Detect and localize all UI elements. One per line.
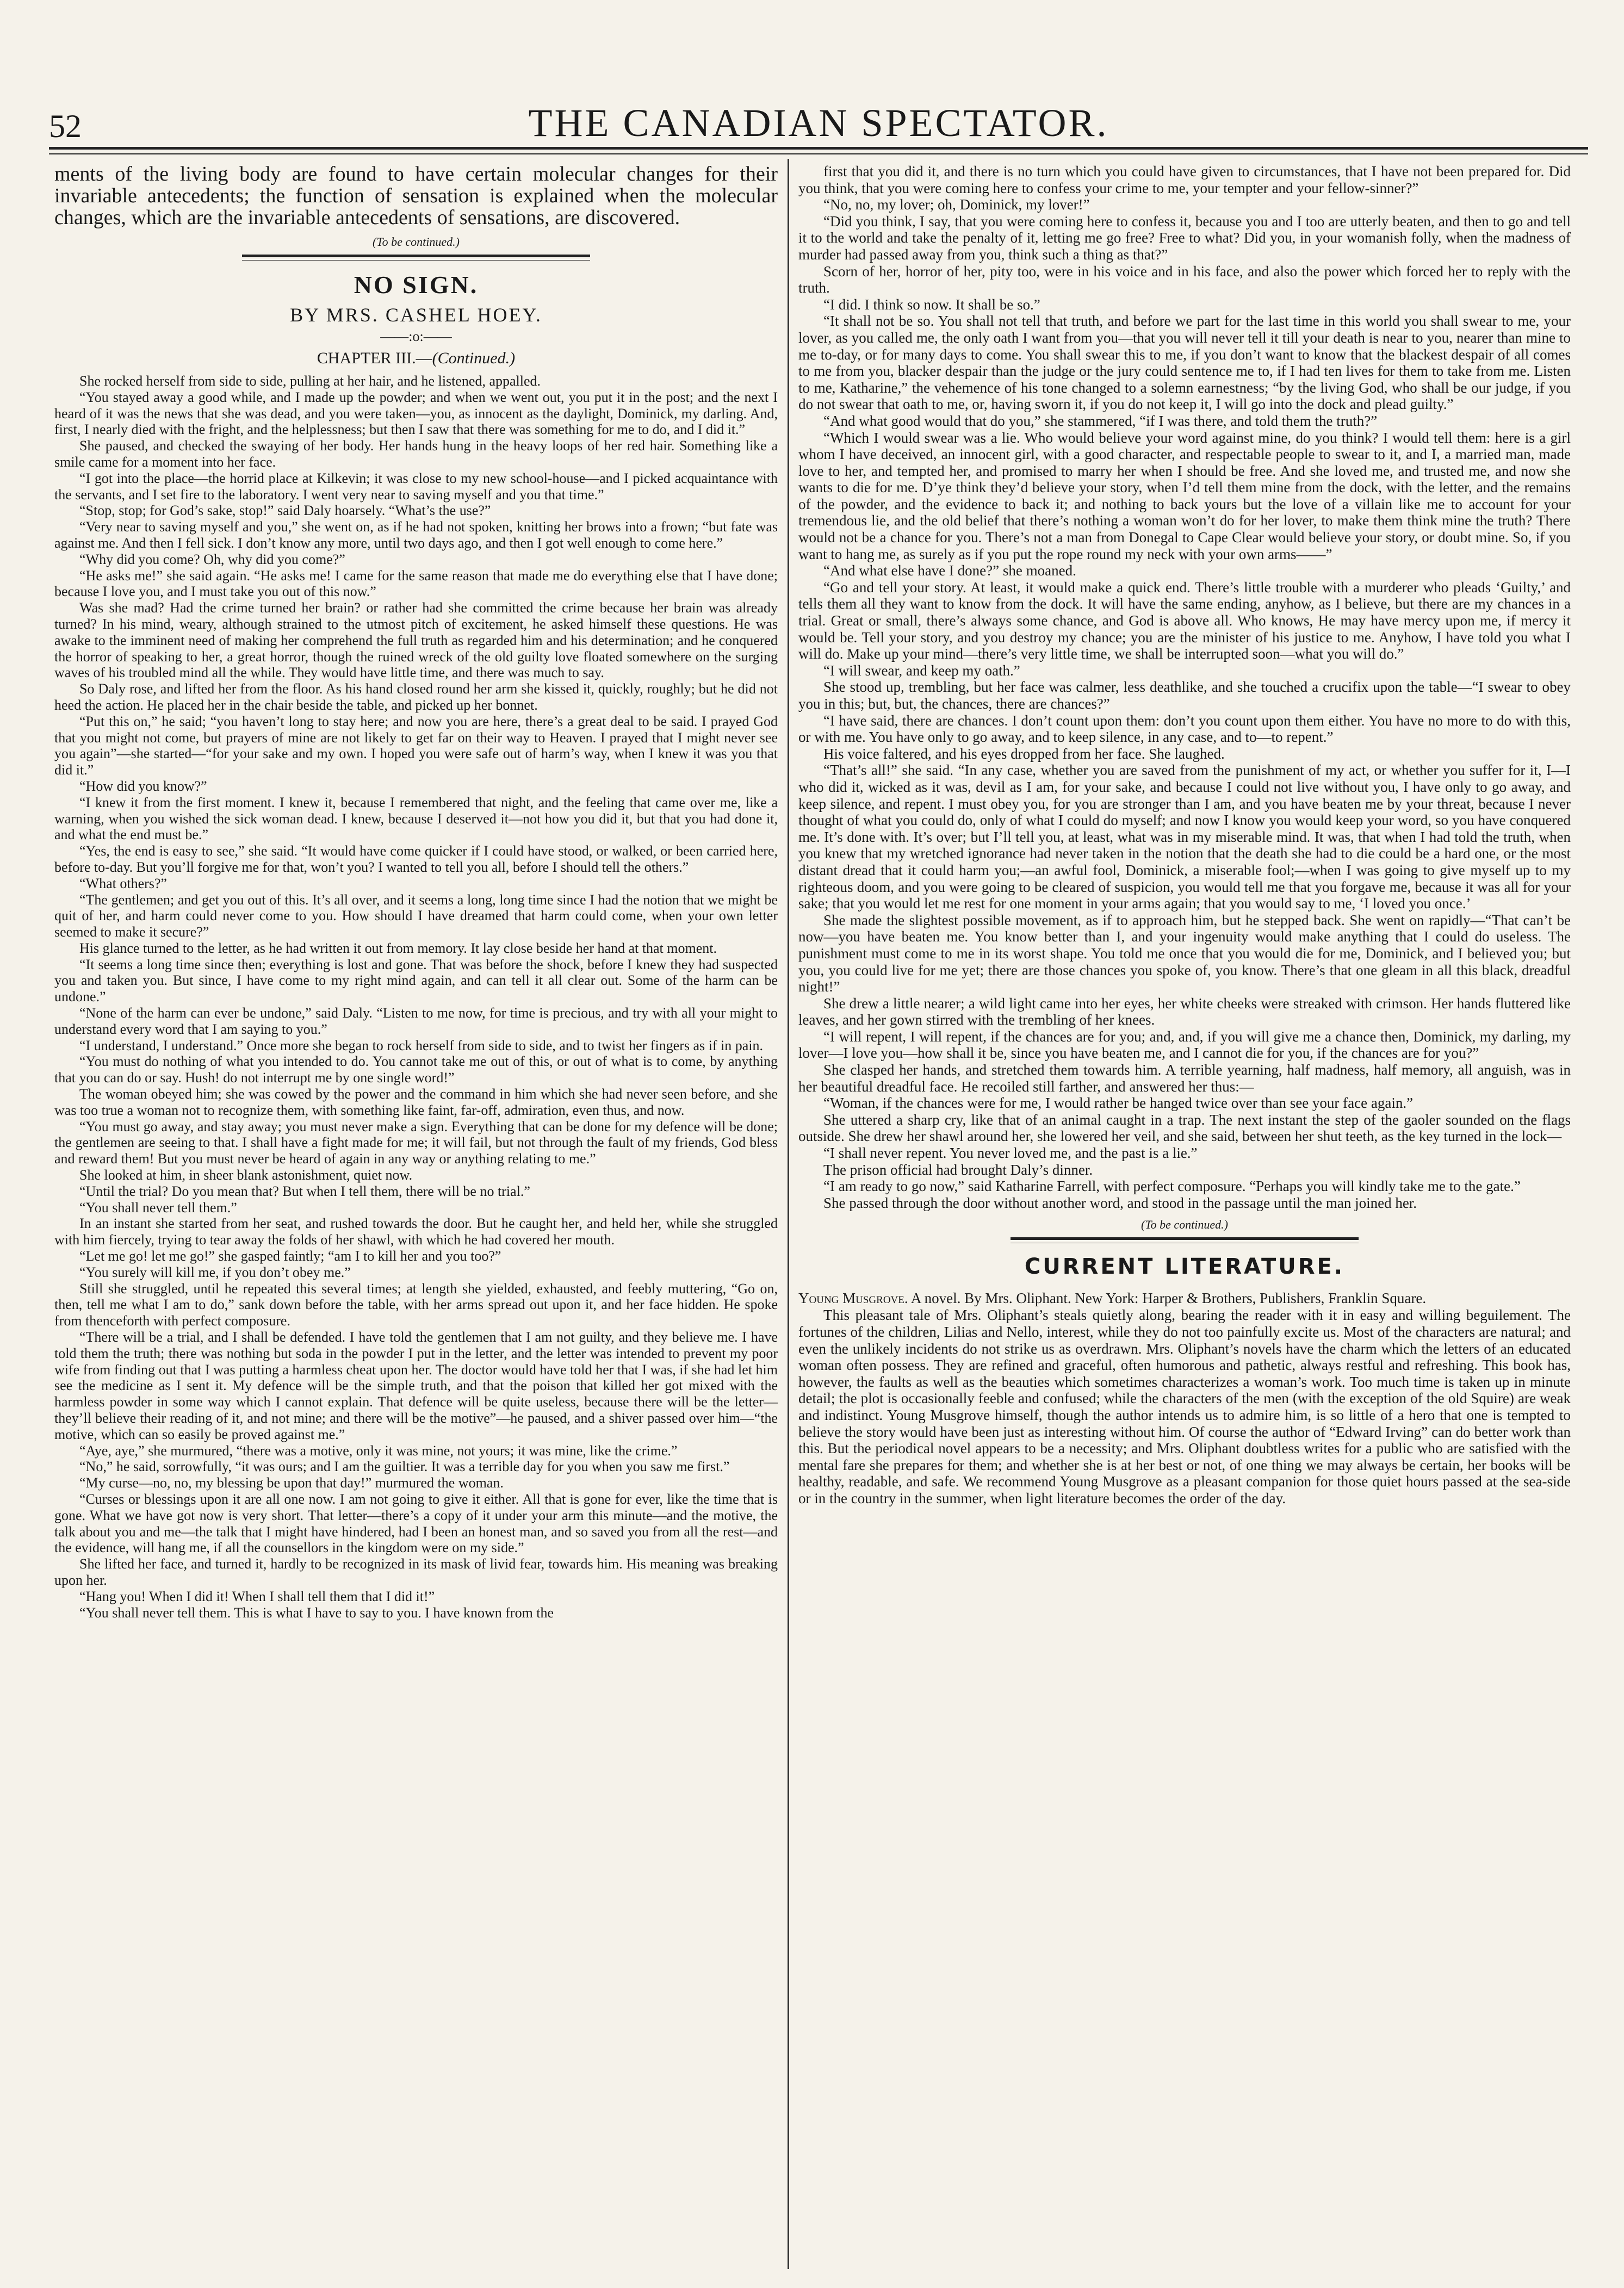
paragraph: Was she mad? Had the crime turned her brain? or rather had she committed the crime because her brain was already turned? In his mind, weary, although strained to the utmost pitch of excitement, he asked himself these questions. He was awake to the imminent need of making her comprehend the full truth as regarded him and his determination; and he conquered the horror of speaking to her, a great horror, though the ruined wreck of the old guilty love floated somewhere on the surging waves of his troubled mind all the while. They would have little time, and there was much to say.: [54, 600, 778, 681]
paragraph: “You must go away, and stay away; you must never make a sign. Everything that can be done for my defence will be done; the gentlemen are seeing to that. I shall have a fight made for me; it will fail, but not through the fault of my friends, God bless and reward them! But you must never be heard of again in any way or anything relating to me.”: [54, 1118, 778, 1167]
paragraph: “No, no, my lover; oh, Dominick, my lover!”: [823, 196, 1090, 213]
column-divider: [788, 159, 789, 2269]
paragraph: “You shall never tell them. This is what I have to say to you. I have known from the: [79, 1604, 554, 1621]
paragraph: She stood up, trembling, but her face was calmer, less deathlike, and she touched a crucifix upon the table—“I swear to obey you in this; but, but, the chances, there are chances?”: [798, 679, 1571, 712]
paragraph: “Put this on,” he said; “you haven’t long to stay here; and now you are here, there’s a great deal to be said. I prayed God that you might not come, but prayers of mine are not likely to get far on their way to Heaven. I prayed that I might never see you again”—she started—“for your sake and my own. I hoped you were safe out of harm’s way, when I knew it was you that did it.”: [54, 713, 778, 778]
paragraph: “You surely will kill me, if you don’t obey me.”: [79, 1264, 351, 1280]
story-text-left: [54, 373, 778, 1621]
paragraph: “I got into the place—the horrid place at Kilkevin; it was close to my new school-house—and I picked acquaintance with the servants, and I set fire to the laboratory. I went very near to saving myself and you that time.”: [54, 470, 778, 503]
review-text: This pleasant tale of Mrs. Oliphant’s steals quietly along, bearing the reader with it in easy and willing beguilement. The fortunes of the children, Lilias and Nello, interest, while they do not too painfully excite us. Most of the characters are natural; and even the unlikely incidents do not strike us as overdrawn. Mrs. Oliphant’s novels have the charm which the letters of an educated woman often possess. They are refined and graceful, often humorous and pathetic, always restful and refreshing. This book has, however, the faults as well as the beauties which sometimes characterizes a woman’s work. Too much time is taken up in minute detail; the plot is occasionally feeble and confused; while the characters of the men (with the exception of the old Squire) are weak and indistinct. Young Musgrove himself, though the author intends us to admire him, is so little of a hero that one is tempted to believe the story would have been just as interesting without him. Of course the author of “Edward Irving” can do better work than this. But the periodical novel appears to be a necessity; and Mrs. Oliphant doubtless writes for a public who are satisfied with the mental fare she prepares for them; and whether she is at her best or not, of one thing we may always be certain, her books will be healthy, readable, and safe. We recommend Young Musgrove as a pleasant companion for those quiet hours passed at the sea-side or in the country in the summer, when light literature becomes the order of the day.: [798, 1307, 1571, 1506]
paragraph: She looked at him, in sheer blank astonishment, quiet now.: [79, 1167, 413, 1183]
paragraph: “How did you know?”: [79, 778, 207, 794]
paragraph: “Go and tell your story. At least, it would make a quick end. There’s little trouble with a murderer who pleads ‘Guilty,’ and tells them all they want to know from the dock. It will have the same ending, anyhow, as I believe, but there are my chances in a trial. Great or small, there’s always some chance, and God is above all. Who knows, He may have mercy upon me, if mercy it would be. Tell your story, and you destroy my chance; you are the minister of his justice to me. Anyhow, I have told you what I will do. Make up your mind—there’s very little time, we shall be interrupted soon—what you will do.”: [798, 579, 1571, 662]
paragraph: “The gentlemen; and get you out of this. It’s all over, and it seems a long, long time since I had the notion that we might be quit of her, and harm could never come to you. How should I have dreamed that harm could come, when your own letter seemed to make it secure?”: [54, 891, 778, 940]
paragraph: “Let me go! let me go!” she gasped faintly; “am I to kill her and you too?”: [79, 1248, 501, 1264]
paragraph: His voice faltered, and his eyes dropped from her face. She laughed.: [823, 745, 1225, 762]
right-column: [798, 163, 1571, 2268]
to-be-continued: (To be continued.): [1141, 1218, 1228, 1232]
paragraph: “And what good would that do you,” she stammered, “if I was there, and told them the truth?”: [823, 412, 1378, 429]
section-title: CURRENT LITERATURE.: [1024, 1254, 1345, 1280]
chapter-heading: [54, 349, 778, 368]
paragraph: first that you did it, and there is no turn which you could have given to circumstances, that I have not been prepared for. Did you think, that you were coming here to confess your crime to me, your tempter and your fellow-sinner?”: [798, 163, 1571, 196]
continued-article-text: ments of the living body are found to have certain molecular changes for their invariable antecedents; the function of sensation is explained when the molecular changes, which are the invariable antecedents of sensations, are discovered.: [54, 163, 778, 229]
paragraph: She uttered a sharp cry, like that of an animal caught in a trap. The next instant the step of the gaoler sounded on the flags outside. She drew her shawl around her, she lowered her veil, and she said, between her shut teeth, as the key turned in the lock—: [798, 1111, 1571, 1145]
paragraph: She lifted her face, and turned it, hardly to be recognized in its mask of livid fear, towards him. His meaning was breaking upon her.: [54, 1556, 778, 1588]
paragraph: “None of the harm can ever be undone,” said Daly. “Listen to me now, for time is precious, and try with all your might to understand every word that I am saying to you.”: [54, 1005, 778, 1037]
story-title: NO SIGN.: [354, 271, 479, 299]
paragraph: She clasped her hands, and stretched them towards him. A terrible yearning, half madness, half memory, all anguish, was in her beautiful dreadful face. He recoiled still farther, and answered her thus:—: [798, 1062, 1571, 1095]
paragraph: “I knew it from the first moment. I knew it, because I remembered that night, and the feeling that came over me, like a warning, when you wished the sick woman dead. I knew, because I deserved it—not how you did it, but that you had done it, and what the end must be.”: [54, 794, 778, 843]
paragraph: “I understand, I understand.” Once more she began to rock herself from side to side, and to twist her fingers as if in pain.: [79, 1037, 764, 1053]
paragraph: The prison official had brought Daly’s dinner.: [823, 1161, 1093, 1178]
paragraph: “Curses or blessings upon it are all one now. I am not going to give it either. All that is gone for ever, like the time that is gone. What we have got now is very short. That letter—there’s a copy of it under your arm this minute—and the motive, the talk about you and me—the talk that I might have hindered, had I been an honest man, and so saved you from all the rest—and the evidence, will hang me, if all the counsellors in the kingdom were on my side.”: [54, 1491, 778, 1556]
paragraph: “Woman, if the chances were for me, I would rather be hanged twice over than see your face again.”: [823, 1095, 1414, 1112]
story-text-right: [798, 163, 1571, 1211]
paragraph: “You stayed away a good while, and I made up the powder; and when we went out, you put it in the post; and the next I heard of it was the news that she was dead, and you were taken—you, as innocent as the daylight, Dominick, my darling. And, first, I nearly died with the fright, and the helplessness; but then I saw that there was something for me to do, and I did it.”: [54, 389, 778, 438]
paragraph: “Yes, the end is easy to see,” she said. “It would have come quicker if I could have stood, or walked, or been carried here, before to-day. But you’ll forgive me for that, won’t you? I wanted to tell you all, before I should tell the others.”: [54, 843, 778, 875]
paragraph: “Why did you come? Oh, why did you come?”: [79, 551, 345, 567]
paragraph: “Did you think, I say, that you were coming here to confess it, because you and I too are utterly beaten, and then to go and tell it to the world and take the penalty of it, letting me go free? Free to what? Did you, in your womanish folly, when the madness of murder had passed away from you, think such a thing as that?”: [798, 213, 1571, 263]
paragraph: In an instant she started from her seat, and rushed towards the door. But he caught her, and held her, while she struggled with him fiercely, trying to tear away the folds of her shawl, with which he had covered her mouth.: [54, 1216, 778, 1248]
paragraph: “I did. I think so now. It shall be so.”: [823, 296, 1040, 313]
masthead: THE CANADIAN SPECTATOR.: [528, 101, 1109, 145]
chapter-continued: (Continued.): [432, 349, 516, 367]
header-rule: [49, 153, 1588, 154]
paragraph: “I shall never repent. You never loved me, and the past is a lie.”: [823, 1145, 1198, 1162]
review-book-title: Young Musgrove.: [798, 1290, 908, 1307]
review-heading: [798, 1290, 1571, 1307]
ornamental-rule: [242, 255, 590, 257]
chapter-label: CHAPTER III.—: [317, 349, 432, 367]
paragraph: “Hang you! When I did it! When I shall tell them that I did it!”: [79, 1588, 435, 1604]
paragraph: She rocked herself from side to side, pulling at her hair, and he listened, appalled.: [79, 373, 541, 389]
paragraph: Scorn of her, horror of her, pity too, were in his voice and in his face, and also the power which forced her to reply with the truth.: [798, 263, 1571, 296]
paragraph: She drew a little nearer; a wild light came into her eyes, her white cheeks were streaked with crimson. Her hands fluttered like leaves, and her gown stirred with the trembling of her knees.: [798, 995, 1571, 1028]
paragraph: Still she struggled, until he repeated this several times; at length she yielded, exhausted, and feebly muttering, “Go on, then, tell me what I am to do,” sank down before the table, with her arms spread out upon it, and her face hidden. He spoke from thenceforth with perfect composure.: [54, 1280, 778, 1329]
left-column: [54, 163, 778, 2268]
separator: ——:o:——: [380, 328, 452, 344]
paragraph: “I have said, there are chances. I don’t count upon them: don’t you count upon them either. You have no more to do with this, or with me. You have only to go away, and to keep silence, in any case, and to—to repent.”: [798, 712, 1571, 746]
paragraph: “That’s all!” she said. “In any case, whether you are saved from the punishment of my act, or whether you suffer for it, I—I who did it, wicked as it was, devil as I am, for your sake, and because I could not live without you, I have only to go away, and keep silence, and repent. I must obey you, for you are stronger than I am, and you have beaten me by your threat, because I never thought of what you could do, only of what I could do myself; and now I know you would keep your word, so you have conquered me. It’s done with. It’s over; but I’ll tell you, at least, what was in my miserable mind. It was, that when I had told the truth, when you knew that my wretched ignorance had never taken in the notion that the death she had to die could be a hard one, or the most distant dread that it could harm you;—an awful fool, Dominick, a miserable fool;—when I was going to give myself up to my righteous doom, and you were going to be cleared of suspicion, you would tell me that you forgave me, because it was all for your sake; that you would let me rest for one moment in your arms again; that you would say to me, ‘I loved you once.’: [798, 762, 1571, 912]
paragraph: “It shall not be so. You shall not tell that truth, and before we part for the last time in this world you shall swear to me, your lover, as you called me, the only oath I want from you—that you will never tell it till your death is near to you, nearer than mine to me to-day, or for many days to come. You shall swear this to me, if you don’t want to know that the blackest despair of all comes to me from you, blacker despair than the judge or the jury could sentence me to, if I had ten lives for them to take from me. Listen to me, Katharine,” the vehemence of his tone changed to a solemn earnestness; “by the living God, who shall be our judge, if you do not swear that oath to me, or, having sworn it, if you do not keep it, I will go into the dock and plead guilty.”: [798, 313, 1571, 413]
paragraph: “There will be a trial, and I shall be defended. I have told the gentlemen that I am not guilty, and they believe me. I have told them the truth; there was nothing but soda in the powder I put in the letter, and the letter was intended to prevent my poor wife from finding out that I was putting a harmless cheat upon her. The doctor would have told her that I was, if she had let him see the medicine as I sent it. My defence will be the simple truth, and that the poison that killed her got mixed with the harmless powder in some way which I cannot explain. That defence will be quite useless, because there will be the letter—they’ll believe their reading of it, and not mine; and there will be the motive”—he paused, and a shiver passed over him—“the motive, which can so easily be proved against me.”: [54, 1329, 778, 1442]
paragraph: “What others?”: [79, 875, 167, 891]
paragraph: “I am ready to go now,” said Katharine Farrell, with perfect composure. “Perhaps you will kindly take me to the gate.”: [823, 1178, 1521, 1195]
paragraph: “It seems a long time since then; everything is lost and gone. That was before the shock, before I knew they had suspected you and taken you. But since, I have come to my right mind again, and can tell it all clear out. Some of the harm can be undone.”: [54, 956, 778, 1005]
paragraph: “Very near to saving myself and you,” she went on, as if he had not spoken, knitting her brows into a frown; “but fate was against me. And then I fell sick. I don’t know any more, until two days ago, and then I got well enough to come here.”: [54, 519, 778, 551]
paragraph: “Which I would swear was a lie. Who would believe your word against mine, do you think? I would tell them: here is a girl whom I have deceived, an innocent girl, with a good character, and respectable people to swear to it, and I, a married man, made love to her, and tempted her, and promised to marry her when I should be free. And she loved me, and trusted me, and now she wants to die for me. D’ye think they’d believe your story, when I’d tell them mine from the dock, with the letter, and the remains of the powder, and the evidence to back it; and nothing to back yours but the love of a villain like me to account for your tremendous lie, and the old belief that there’s nothing a woman won’t do for her lover, to make them think mine the truth? There would not be a chance for you. There’s not a man from Donegal to Cape Clear would believe your story, or doubt mine. So, if you want to hang me, as surely as if you put the rope round my neck with your own arms——”: [798, 429, 1571, 562]
paragraph: “Aye, aye,” she murmured, “there was a motive, only it was mine, not yours; it was mine, like the crime.”: [79, 1442, 678, 1459]
paragraph: She passed through the door without another word, and stood in the passage until the man joined her.: [823, 1194, 1417, 1211]
paragraph: “Stop, stop; for God’s sake, stop!” said Daly hoarsely. “What’s the use?”: [79, 503, 491, 519]
paragraph: “No,” he said, sorrowfully, “it was ours; and I am the guiltier. It was a terrible day for you when you saw me first.”: [79, 1459, 730, 1475]
paragraph: “He asks me!” she said again. “He asks me! I came for the same reason that made me do everything else that I have done; because I love you, and I must take you out of this now.”: [54, 567, 778, 600]
paragraph: “And what else have I done?” she moaned.: [823, 562, 1076, 579]
review-book-details: A novel. By Mrs. Oliphant. New York: Harper & Brothers, Publishers, Franklin Square.: [910, 1290, 1427, 1307]
paragraph: She paused, and checked the swaying of her body. Her hands hung in the heavy loops of her red hair. Something like a smile came for a moment into her face.: [54, 438, 778, 470]
paragraph: “You must do nothing of what you intended to do. You cannot take me out of this, or out of what is to come, by anything that you can do or say. Hush! do not interrupt me by one single word!”: [54, 1053, 778, 1086]
paragraph: The woman obeyed him; she was cowed by the power and the command in him which she had never seen before, and she was too true a woman not to recognize them, with something like faint, far-off, admiration, even thus, and now.: [54, 1086, 778, 1118]
paragraph: “I will swear, and keep my oath.”: [823, 662, 1020, 679]
paragraph: So Daly rose, and lifted her from the floor. As his hand closed round her arm she kissed it, quickly, roughly; but he did not heed the action. He placed her in the chair beside the table, and picked up her bonnet.: [54, 681, 778, 713]
paragraph: “Until the trial? Do you mean that? But when I tell them, there will be no trial.”: [79, 1183, 530, 1199]
byline: BY MRS. CASHEL HOEY.: [290, 304, 542, 326]
paragraph: “You shall never tell them.”: [79, 1199, 237, 1216]
page-header: [49, 98, 1588, 150]
paragraph: “I will repent, I will repent, if the chances are for you; and, and, if you will give me a chance then, Dominick, my darling, my lover—I love you—how shall it be, since you have beaten me, and I cannot die for you, if the chances are for you?”: [798, 1028, 1571, 1062]
page-number: 52: [49, 108, 82, 144]
paragraph: His glance turned to the letter, as he had written it out from memory. It lay close beside her hand at that moment.: [79, 940, 717, 956]
ornamental-rule: [1011, 1237, 1359, 1240]
to-be-continued: (To be continued.): [373, 235, 460, 249]
paragraph: “My curse—no, no, my blessing be upon that day!” murmured the woman.: [79, 1475, 504, 1491]
paragraph: She made the slightest possible movement, as if to approach him, but he stepped back. She went on rapidly—“That can’t be now—you have beaten me. You know better than I, and your ingenuity would make anything that I could do useless. The punishment must come to me in its worst shape. You told me once that you would die for me, Dominick, and I believed you; but you, you could live for me yet; there are those chances you spoke of, you know. There’s that one gleam in all this black, dreadful night!”: [798, 912, 1571, 995]
